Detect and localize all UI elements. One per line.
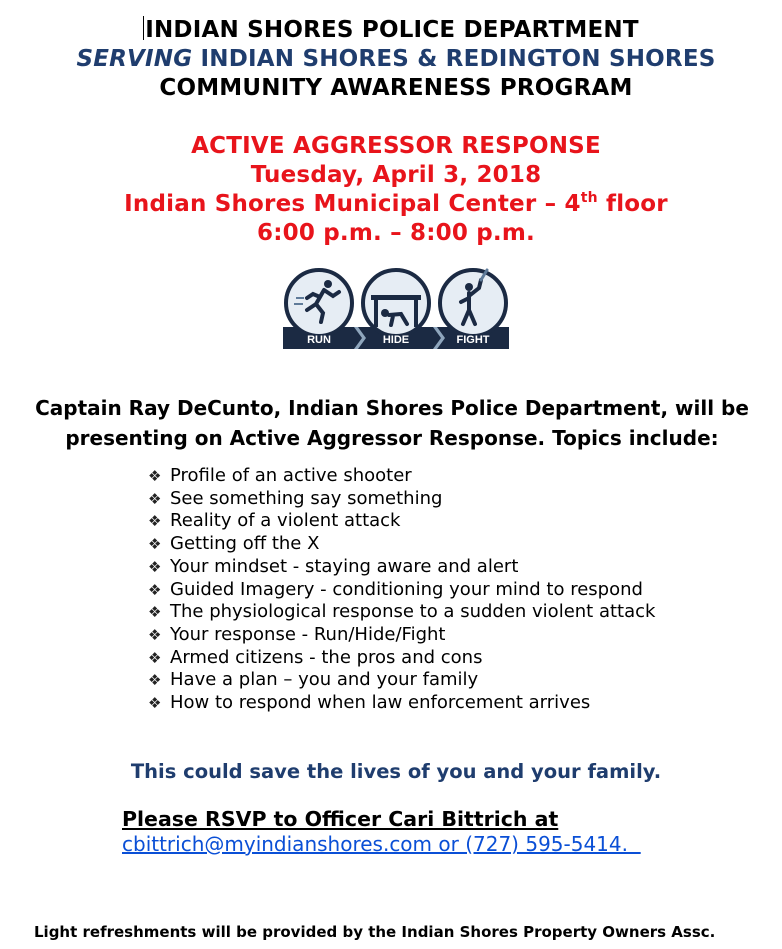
run-label: RUN: [307, 334, 331, 346]
list-item: ❖ Reality of a violent attack: [148, 510, 401, 532]
department-heading: INDIAN SHORES POLICE DEPARTMENT: [145, 17, 639, 43]
topics-list: [148, 465, 655, 715]
list-item: ❖ The physiological response to a sudden violent attack: [148, 601, 656, 623]
diamond-bullet-icon: ❖: [148, 625, 162, 644]
diamond-bullet-icon: ❖: [148, 557, 162, 576]
intro-paragraph: Captain Ray DeCunto, Indian Shores Police Department, will be presenting on Active Aggressor Response. Topics include:: [35, 396, 749, 450]
event-location: Indian Shores Municipal Center – 4th floor: [124, 190, 668, 217]
list-item: ❖ Getting off the X: [148, 533, 320, 555]
diamond-bullet-icon: ❖: [148, 694, 162, 713]
diamond-bullet-icon: ❖: [148, 580, 162, 599]
list-item: ❖ How to respond when law enforcement arrives: [148, 692, 591, 714]
list-item: ❖ Your mindset - staying aware and alert: [148, 555, 519, 577]
event-time: 6:00 p.m. – 8:00 p.m.: [257, 220, 535, 246]
run-hide-fight-graphic: [283, 258, 509, 376]
rsvp-contact-link[interactable]: cbittrich@myindianshores.com or (727) 595-5414.: [122, 832, 641, 856]
refreshments-footer: Light refreshments will be provided by the Indian Shores Property Owners Assc.: [34, 923, 716, 941]
serving-emphasis: SERVING: [76, 46, 193, 72]
hide-icon: [363, 270, 429, 336]
save-lives-message: This could save the lives of you and your family.: [130, 760, 662, 783]
event-title: ACTIVE AGGRESSOR RESPONSE: [191, 133, 601, 159]
diamond-bullet-icon: ❖: [148, 603, 162, 622]
list-item: ❖ Guided Imagery - conditioning your mind to respond: [148, 578, 643, 600]
list-item: ❖ Profile of an active shooter: [148, 465, 412, 486]
list-item: ❖ See something say something: [148, 487, 443, 509]
event-date: Tuesday, April 3, 2018: [250, 162, 542, 188]
list-item: ❖ Armed citizens - the pros and cons: [148, 646, 483, 668]
program-heading: COMMUNITY AWARENESS PROGRAM: [159, 75, 633, 101]
diamond-bullet-icon: ❖: [148, 648, 162, 667]
list-item: ❖ Have a plan – you and your family: [148, 669, 479, 691]
serving-heading: SERVING INDIAN SHORES & REDINGTON SHORES: [76, 46, 716, 72]
diamond-bullet-icon: ❖: [148, 535, 162, 554]
rsvp-heading: Please RSVP to Officer Cari Bittrich at: [122, 807, 559, 831]
list-item: ❖ Your response - Run/Hide/Fight: [148, 623, 446, 645]
run-icon: [286, 270, 352, 336]
diamond-bullet-icon: ❖: [148, 489, 162, 508]
fight-icon: [440, 270, 506, 336]
hide-label: HIDE: [382, 334, 410, 346]
diamond-bullet-icon: ❖: [148, 467, 162, 485]
diamond-bullet-icon: ❖: [148, 512, 162, 531]
fight-label: FIGHT: [456, 334, 490, 346]
diamond-bullet-icon: ❖: [148, 671, 162, 690]
